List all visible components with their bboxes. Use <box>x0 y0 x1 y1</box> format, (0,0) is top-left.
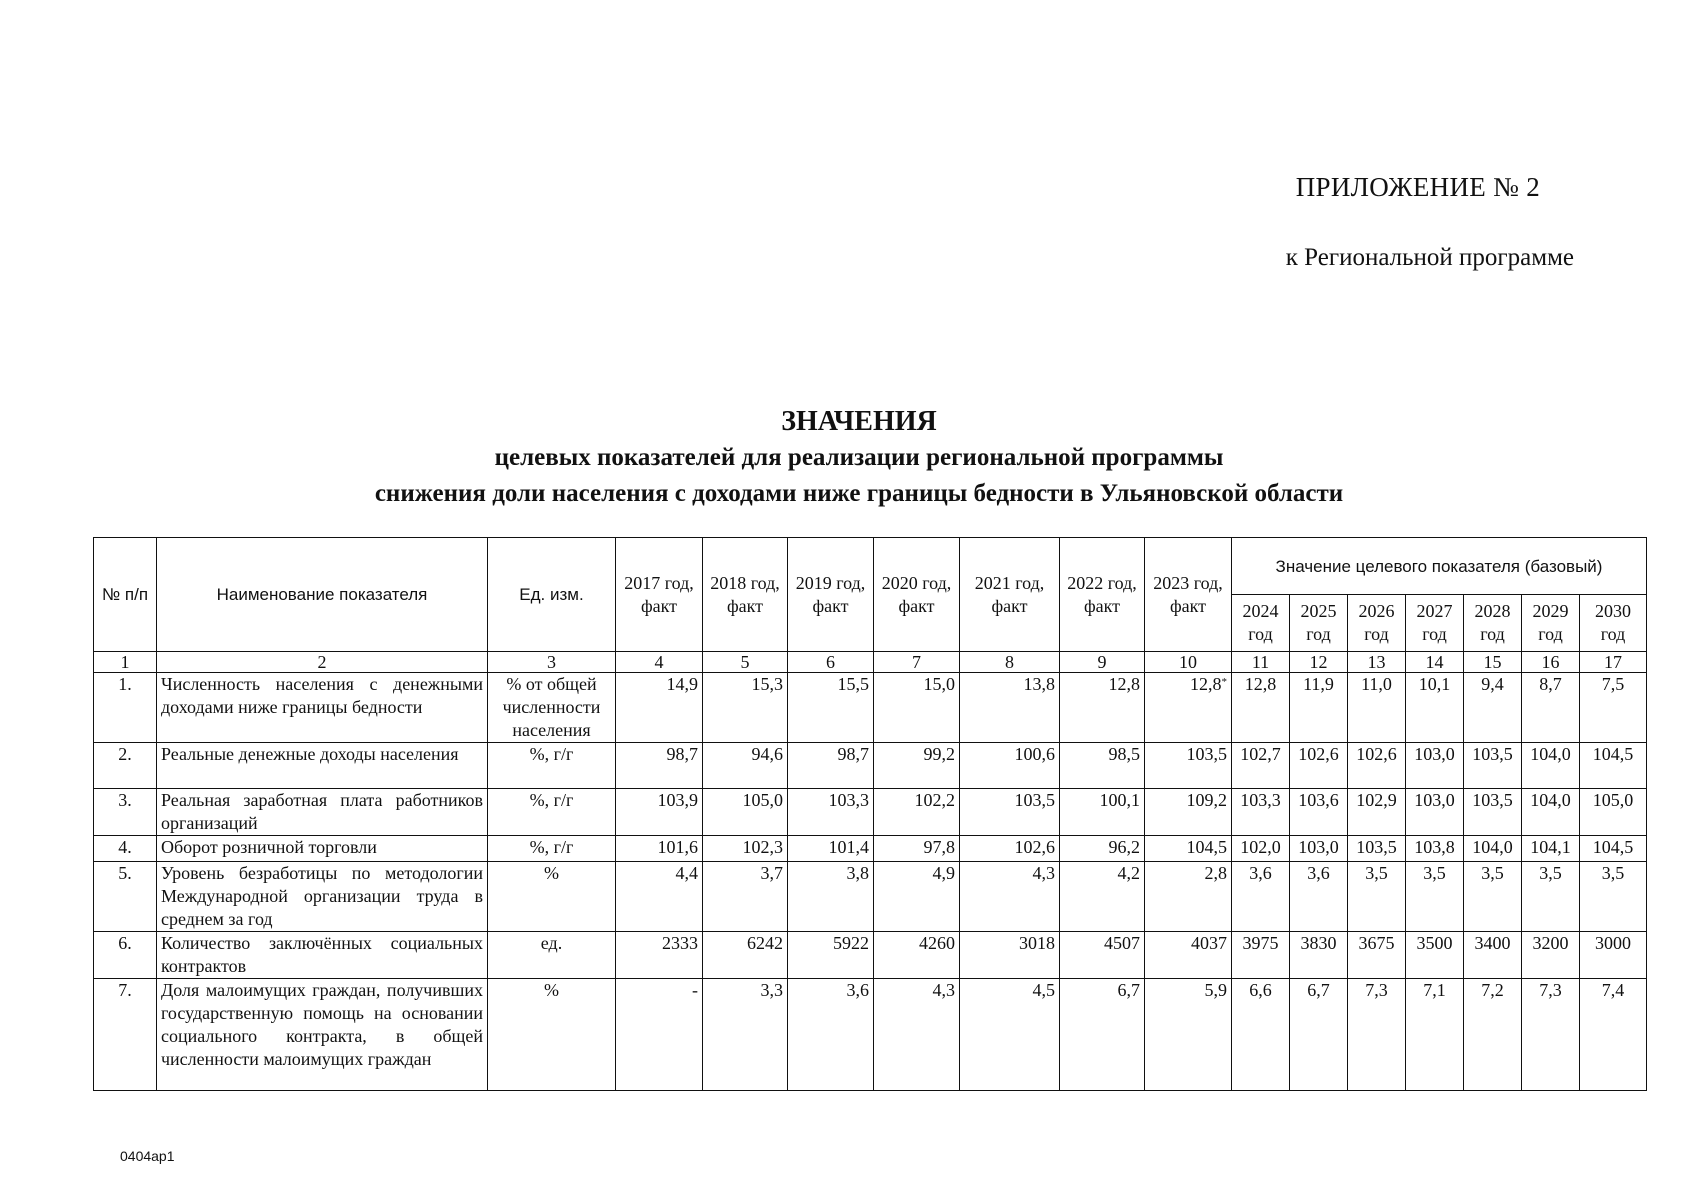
fact-value: 5,9 <box>1145 979 1232 1091</box>
target-value: 3830 <box>1290 932 1348 979</box>
target-value: 102,6 <box>1290 743 1348 789</box>
fact-value: 14,9 <box>616 673 703 743</box>
fact-value: 96,2 <box>1060 836 1145 862</box>
indicator-name: Реальная заработная плата работников организаций <box>157 789 488 836</box>
fact-value: 100,6 <box>960 743 1060 789</box>
target-value: 7,4 <box>1580 979 1647 1091</box>
header-target-year: 2025 год <box>1290 595 1348 652</box>
header-fact-year: 2017 год, факт <box>616 538 703 652</box>
column-number: 13 <box>1348 652 1406 673</box>
column-number: 8 <box>960 652 1060 673</box>
fact-value: 3018 <box>960 932 1060 979</box>
target-value: 104,0 <box>1522 743 1580 789</box>
column-number: 6 <box>788 652 874 673</box>
target-value: 3500 <box>1406 932 1464 979</box>
table-row <box>94 673 1647 743</box>
target-value: 102,9 <box>1348 789 1406 836</box>
target-value: 10,1 <box>1406 673 1464 743</box>
table-row <box>94 743 1647 789</box>
fact-value: 4,3 <box>960 862 1060 932</box>
fact-value: 104,5 <box>1145 836 1232 862</box>
header-fact-year: 2019 год, факт <box>788 538 874 652</box>
table-row <box>94 789 1647 836</box>
target-value: 103,5 <box>1348 836 1406 862</box>
column-number: 1 <box>94 652 157 673</box>
row-number: 3. <box>94 789 157 836</box>
header-unit: Ед. изм. <box>488 538 616 652</box>
target-value: 104,5 <box>1580 743 1647 789</box>
fact-value: 12,8* <box>1145 673 1232 743</box>
heading-line-3: снижения доли населения с доходами ниже границы бедности в Ульяновской области <box>374 480 1344 507</box>
column-number: 16 <box>1522 652 1580 673</box>
fact-value: 99,2 <box>874 743 960 789</box>
target-value: 104,0 <box>1522 789 1580 836</box>
target-value: 105,0 <box>1580 789 1647 836</box>
fact-value: 100,1 <box>1060 789 1145 836</box>
column-number: 4 <box>616 652 703 673</box>
table-row <box>94 932 1647 979</box>
fact-value: 103,9 <box>616 789 703 836</box>
fact-value: 2,8 <box>1145 862 1232 932</box>
column-number: 17 <box>1580 652 1647 673</box>
target-value: 3,6 <box>1232 862 1290 932</box>
fact-value: 102,2 <box>874 789 960 836</box>
target-value: 3,5 <box>1522 862 1580 932</box>
indicator-name: Доля малоимущих граждан, получивших государственную помощь на основании социального контракта, в общей численности малоимущих граждан <box>157 979 488 1091</box>
fact-value: 101,4 <box>788 836 874 862</box>
header-target-year: 2029 год <box>1522 595 1580 652</box>
fact-value: 109,2 <box>1145 789 1232 836</box>
fact-value: 15,3 <box>703 673 788 743</box>
table-row <box>94 836 1647 862</box>
target-value: 103,0 <box>1406 743 1464 789</box>
document-heading <box>90 404 1628 512</box>
column-number: 12 <box>1290 652 1348 673</box>
target-value: 8,7 <box>1522 673 1580 743</box>
indicator-name: Оборот розничной торговли <box>157 836 488 862</box>
fact-value: 2333 <box>616 932 703 979</box>
header-fact-year: 2021 год, факт <box>960 538 1060 652</box>
row-number: 5. <box>94 862 157 932</box>
header-target-year: 2028 год <box>1464 595 1522 652</box>
fact-value: 4,5 <box>960 979 1060 1091</box>
fact-value: 4,2 <box>1060 862 1145 932</box>
fact-value: 13,8 <box>960 673 1060 743</box>
target-value: 102,0 <box>1232 836 1290 862</box>
row-number: 1. <box>94 673 157 743</box>
row-number: 2. <box>94 743 157 789</box>
header-fact-year: 2018 год, факт <box>703 538 788 652</box>
fact-value: 103,5 <box>960 789 1060 836</box>
target-value: 103,5 <box>1464 743 1522 789</box>
target-value: 6,6 <box>1232 979 1290 1091</box>
fact-value: 3,8 <box>788 862 874 932</box>
fact-value: 102,6 <box>960 836 1060 862</box>
target-value: 11,0 <box>1348 673 1406 743</box>
fact-value: 4260 <box>874 932 960 979</box>
target-value: 7,3 <box>1348 979 1406 1091</box>
target-value: 103,0 <box>1406 789 1464 836</box>
fact-value: 103,3 <box>788 789 874 836</box>
target-value: 103,0 <box>1290 836 1348 862</box>
fact-value: 102,3 <box>703 836 788 862</box>
fact-value: 4,4 <box>616 862 703 932</box>
unit-cell: % <box>488 862 616 932</box>
header-fact-year: 2022 год, факт <box>1060 538 1145 652</box>
target-value: 11,9 <box>1290 673 1348 743</box>
column-number: 11 <box>1232 652 1290 673</box>
fact-value: 6,7 <box>1060 979 1145 1091</box>
fact-value: 15,5 <box>788 673 874 743</box>
row-number: 4. <box>94 836 157 862</box>
indicators-table <box>93 537 1647 1091</box>
target-value: 3,5 <box>1406 862 1464 932</box>
unit-cell: %, г/г <box>488 789 616 836</box>
fact-value: 3,6 <box>788 979 874 1091</box>
fact-value: 3,3 <box>703 979 788 1091</box>
row-number: 7. <box>94 979 157 1091</box>
target-value: 102,7 <box>1232 743 1290 789</box>
heading-line-1: ЗНАЧЕНИЯ <box>781 406 937 437</box>
target-value: 3975 <box>1232 932 1290 979</box>
target-value: 103,5 <box>1464 789 1522 836</box>
unit-cell: %, г/г <box>488 743 616 789</box>
target-value: 6,7 <box>1290 979 1348 1091</box>
column-number: 2 <box>157 652 488 673</box>
column-number: 10 <box>1145 652 1232 673</box>
fact-value: 103,5 <box>1145 743 1232 789</box>
footnote-mark: * <box>1221 676 1227 688</box>
target-value: 3675 <box>1348 932 1406 979</box>
column-number: 7 <box>874 652 960 673</box>
target-value: 102,6 <box>1348 743 1406 789</box>
header-target-year: 2027 год <box>1406 595 1464 652</box>
indicator-name: Реальные денежные доходы населения <box>157 743 488 789</box>
column-number: 15 <box>1464 652 1522 673</box>
column-number: 5 <box>703 652 788 673</box>
target-value: 103,6 <box>1290 789 1348 836</box>
fact-value: 98,7 <box>788 743 874 789</box>
header-no: № п/п <box>94 538 157 652</box>
header-target-year: 2030 год <box>1580 595 1647 652</box>
header-target-year: 2024 год <box>1232 595 1290 652</box>
unit-cell: % от общей численности населения <box>488 673 616 743</box>
fact-value: 4037 <box>1145 932 1232 979</box>
target-value: 103,3 <box>1232 789 1290 836</box>
row-number: 6. <box>94 932 157 979</box>
target-value: 7,3 <box>1522 979 1580 1091</box>
target-value: 7,5 <box>1580 673 1647 743</box>
target-value: 104,0 <box>1464 836 1522 862</box>
column-number: 9 <box>1060 652 1145 673</box>
table-body <box>94 673 1647 1091</box>
header-fact-year: 2023 год, факт <box>1145 538 1232 652</box>
table-row <box>94 862 1647 932</box>
fact-value: 105,0 <box>703 789 788 836</box>
appendix-subtitle: к Региональной программе <box>1285 244 1574 271</box>
target-value: 12,8 <box>1232 673 1290 743</box>
target-value: 3,5 <box>1464 862 1522 932</box>
header-fact-year: 2020 год, факт <box>874 538 960 652</box>
indicator-name: Количество заключённых социальных контрактов <box>157 932 488 979</box>
target-value: 7,1 <box>1406 979 1464 1091</box>
fact-value: 4,3 <box>874 979 960 1091</box>
header-name: Наименование показателя <box>157 538 488 652</box>
target-value: 3200 <box>1522 932 1580 979</box>
fact-value: 4,9 <box>874 862 960 932</box>
indicator-name: Уровень безработицы по методологии Международной организации труда в среднем за год <box>157 862 488 932</box>
target-value: 3,5 <box>1580 862 1647 932</box>
target-value: 104,1 <box>1522 836 1580 862</box>
unit-cell: %, г/г <box>488 836 616 862</box>
header-target-group: Значение целевого показателя (базовый) <box>1232 538 1647 595</box>
target-value: 104,5 <box>1580 836 1647 862</box>
target-value: 7,2 <box>1464 979 1522 1091</box>
fact-value: - <box>616 979 703 1091</box>
fact-value: 6242 <box>703 932 788 979</box>
fact-value: 101,6 <box>616 836 703 862</box>
table-row <box>94 979 1647 1091</box>
target-value: 103,8 <box>1406 836 1464 862</box>
target-value: 3,5 <box>1348 862 1406 932</box>
column-number: 3 <box>488 652 616 673</box>
fact-value: 12,8 <box>1060 673 1145 743</box>
column-number: 14 <box>1406 652 1464 673</box>
appendix-title: ПРИЛОЖЕНИЕ № 2 <box>1295 172 1540 202</box>
document-code: 0404ap1 <box>120 1148 175 1164</box>
target-value: 3,6 <box>1290 862 1348 932</box>
indicator-name: Численность населения с денежными доходами ниже границы бедности <box>157 673 488 743</box>
unit-cell: ед. <box>488 932 616 979</box>
heading-line-2: целевых показателей для реализации региональной программы <box>494 444 1224 471</box>
target-value: 3400 <box>1464 932 1522 979</box>
header-target-year: 2026 год <box>1348 595 1406 652</box>
fact-value: 4507 <box>1060 932 1145 979</box>
fact-value: 94,6 <box>703 743 788 789</box>
fact-value: 3,7 <box>703 862 788 932</box>
fact-value: 15,0 <box>874 673 960 743</box>
fact-value: 98,5 <box>1060 743 1145 789</box>
target-value: 9,4 <box>1464 673 1522 743</box>
fact-value: 5922 <box>788 932 874 979</box>
fact-value: 98,7 <box>616 743 703 789</box>
unit-cell: % <box>488 979 616 1091</box>
target-value: 3000 <box>1580 932 1647 979</box>
fact-value: 97,8 <box>874 836 960 862</box>
